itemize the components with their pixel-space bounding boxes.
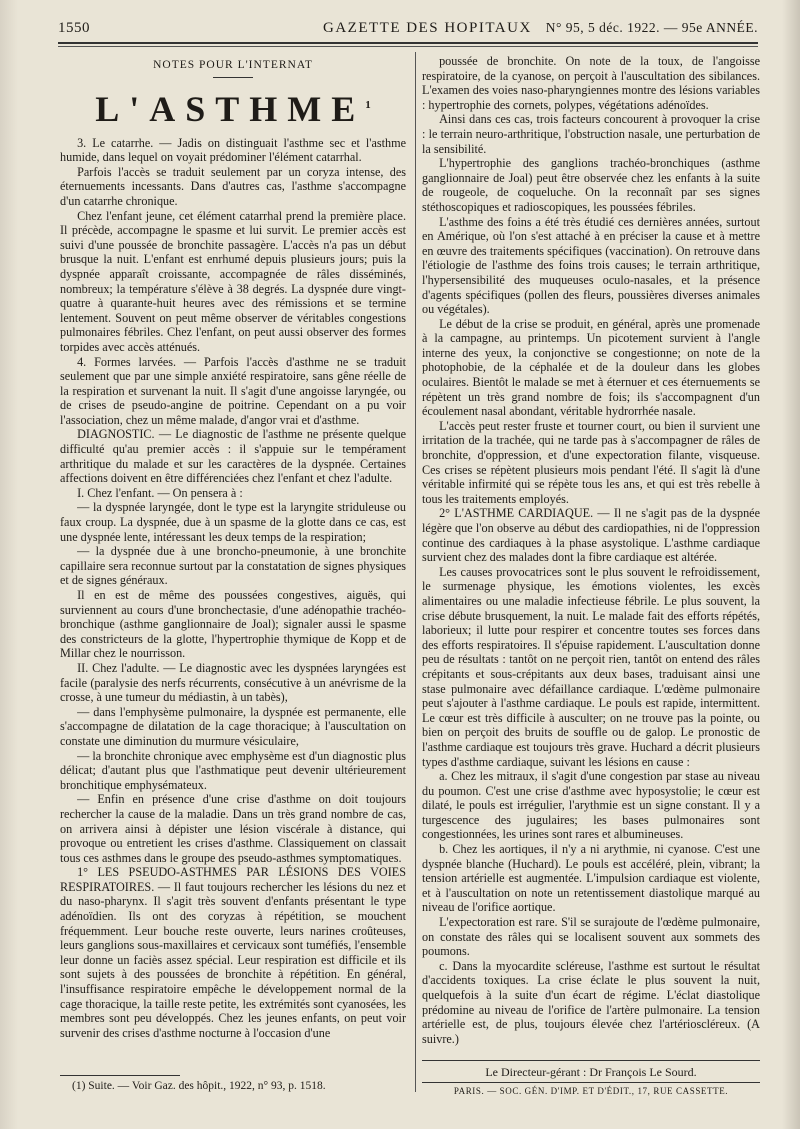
title-footnote-mark: 1	[365, 98, 371, 111]
section-rule	[213, 77, 253, 78]
paragraph: Il en est de même des poussées congestives, aiguës, qui surviennent au cours d'une bronchectasie, d'une adénopathie trachéo-bronchique (asthme ganglionnaire de Joal); signaler aussi le spasme des constricteurs de la glotte, l'hypertrophie thymique de Kopp et de Millar chez le nourrisson.	[60, 588, 406, 661]
director-signature: Le Directeur-gérant : Dr François Le Sourd.	[422, 1060, 760, 1080]
paragraph: I. Chez l'enfant. — On pensera à :	[77, 485, 243, 500]
issue-info: N° 95, 5 déc. 1922. — 95e ANNÉE.	[545, 20, 758, 35]
right-column	[422, 54, 760, 1046]
paragraph: b. Chez les aortiques, il n'y a ni arythmie, ni cyanose. C'est une dyspnée blanche (Huchard). Le pouls est accéléré, plein, vibrant; la tension artérielle est augmentée. L'impulsion cardiaque est violente, et à l'auscultation on note un retentissement diastolique marqué au niveau de l'orifice aortique.	[422, 842, 760, 915]
paper-edge-right	[782, 0, 800, 1129]
paragraph: Chez l'enfant jeune, cet élément catarrhal prend la première place. Il précède, accompagne le spasme et lui survit. Le premier accès est suivi d'une poussée de bronchite passagère. L'accès n'a pas un début brusque la nuit. L'enfant est enrhumé depuis plusieurs jours; puis la dyspnée apparaît croissante, accompagnée de râles disséminés, nombreux; la température s'élève à 38 degrés. La dyspnée dure vingt-quatre à quarante-huit heures avec des rémissions et se termine lentement. Souvent on peut même observer de véritables congestions pulmonaires fébriles. Chez l'enfant, on peut aussi observer des formes torpides avec accès atténués.	[60, 208, 406, 354]
paragraph: Les causes provocatrices sont le plus souvent le refroidissement, le surmenage physique, les émotions violentes, les excès alimentaires ou une maladie infectieuse fébrile. Le plus souvent, la crise débute brusquement, la nuit. Le malade fait des efforts répétés, laborieux; il lutte pour respirer et concentre toutes ses forces dans des efforts respiratoires. Il s'épuise rapidement. L'auscultation donne peu de résultats : tantôt on ne perçoit rien, tantôt on entend des râles crépitants et sous-crépitants aux deux bases, traduisant ainsi une stase pulmonaire avec défaillance cardiaque. L'œdème pulmonaire peut s'ajouter à l'asthme cardiaque. Le pouls est rapide, intermittent. Le cœur est très difficile à ausculter; on ne trouve pas la pointe, ou bien on perçoit des bruits de souffle ou de galop. Le pronostic de l'asthme cardiaque est toujours très grave. Huchard a décrit plusieurs types d'asthme cardiaque, suivant les lésions en cause :	[422, 564, 760, 769]
paragraph: L'hypertrophie des ganglions trachéo-bronchiques (asthme ganglionnaire de Joal) peut être observée chez les enfants à la suite de rougeole, de coqueluche. On la reconnaît par ses signes stéthoscopiques et radioscopiques, les poussées fébriles.	[422, 156, 760, 214]
right-column-body	[422, 54, 760, 1046]
column-divider	[415, 52, 416, 1092]
journal-title: GAZETTE DES HOPITAUX	[323, 20, 532, 36]
paragraph: — Enfin en présence d'une crise d'asthme on doit toujours rechercher la cause de la maladie. Dans un très grand nombre de cas, on arrivera ainsi à dépister une lésion viscérale à distance, qui provoque ou entretient les crises d'asthme. Classiquement on classait tous ces asthmes dans le groupe des pseudo-asthmes symptomatiques.	[60, 792, 406, 865]
page-header	[58, 16, 758, 38]
paragraph: — la dyspnée laryngée, dont le type est la laryngite striduleuse ou faux croup. La dyspnée, due à un spasme de la glotte dans ce cas, est une dyspnée lente, intéressant les deux temps de la respiration;	[60, 500, 406, 544]
paragraph: II. Chez l'adulte. — Le diagnostic avec les dyspnées laryngées est facile (paralysie des nerfs récurrents, consécutive à un anévrisme de la crosse, à une tumeur du médiastin, à un tabès),	[60, 660, 406, 705]
paragraph: 3. Le catarrhe. — Jadis on distinguait l'asthme sec et l'asthme humide, dans lequel on voyait prédominer l'élément catarrhal.	[60, 135, 406, 165]
left-column	[60, 54, 406, 1040]
paper-edge-left	[0, 0, 18, 1129]
page-number: 1550	[58, 20, 90, 36]
paragraph: — la bronchite chronique avec emphysème est d'un diagnostic plus délicat; d'autant plus que l'asthmatique peut devenir ultérieurement bronchitique emphysémateux.	[60, 748, 406, 792]
paragraph: DIAGNOSTIC. — Le diagnostic de l'asthme ne présente quelque difficulté qu'au premier accès : il s'appuie sur le tempérament arthritique du malade et sur les caractères de la dyspnée. Certaines affections doivent en être différenciées chez l'enfant et chez l'adulte.	[60, 427, 406, 486]
paragraph: L'accès peut rester fruste et tourner court, ou bien il survient une irritation de la trachée, qui ne tarde pas à s'accompagner de râles de bronchite, d'oppression, et d'une expectoration filante, visqueuse. Ces crises se répètent plusieurs mois pendant l'été. Il s'agit là d'une véritable infirmité qui se répète tous les ans, et qui est très rebelle à tous les traitements employés.	[422, 418, 760, 506]
paragraph: Le début de la crise se produit, en général, après une promenade à la campagne, au printemps. Un picotement survient à l'angle interne des yeux, la conjonctive se congestionne; on note de la photophobie, de la céphalée et de la douleur dans les globes oculaires. Bientôt le malade se met à éternuer et ces éternuements se répètent un très grand nombre de fois; ils s'accompagnent d'un écoulement nasal abondant, véritable hydrorrhée nasale.	[422, 316, 760, 419]
article-title-text: L'ASTHME	[95, 88, 366, 129]
paragraph: — la dyspnée due à une broncho-pneumonie, à une bronchite capillaire sera reconnue surtout par la constatation de signes physiques et de signes généraux.	[60, 544, 406, 588]
paragraph: a. Chez les mitraux, il s'agit d'une congestion par stase au niveau du poumon. C'est une crise d'asthme avec hyposystolie; le cœur est dilaté, le pouls est irrégulier, l'arythmie est un signe constant. Il y a turgescence des jugulaires; les bases pulmonaires sont congestionnées, les urines sont rares et albumineuses.	[422, 769, 760, 842]
printer-line: PARIS. — SOC. GÉN. D'IMP. ET D'ÉDIT., 17, RUE CASSETTE.	[422, 1082, 760, 1096]
footnote: (1) Suite. — Voir Gaz. des hôpit., 1922, n° 93, p. 1518.	[72, 1080, 326, 1092]
paragraph: 2° L'ASTHME CARDIAQUE. — Il ne s'agit pas de la dyspnée légère que l'on observe au début des cardiopathies, ni de l'oppression continue des cardiaques à la phase asystolique. L'asthme cardiaque survient chez des malades dont la fibre cardiaque est altérée.	[422, 506, 760, 565]
section-title: NOTES POUR L'INTERNAT	[153, 59, 313, 71]
article-title	[60, 86, 406, 128]
paragraph: — dans l'emphysème pulmonaire, la dyspnée est permanente, elle s'accompagne de dilatation de la cage thoracique; à l'auscultation on constate une diminution du murmure vésiculaire,	[60, 704, 406, 748]
paragraph: 4. Formes larvées. — Parfois l'accès d'asthme ne se traduit seulement que par une simple anxiété respiratoire, sans gêne réelle de la respiration et survenant la nuit. Il s'agit d'une angoisse laryngée, ou de crises de pseudo-angine de poitrine. Cependant on a pu voir l'association, chez un même malade, d'angor vrai et d'asthme.	[60, 354, 406, 427]
paragraph: L'asthme des foins a été très étudié ces dernières années, surtout en Amérique, où l'on s'est attaché à en préciser la cause et à mettre en œuvre des traitements spécifiques (vaccination). On retrouve dans l'étiologie de l'asthme des foins trois causes; le terrain arthritique, l'hypersensibilité des muqueuses oculo-nasales, et la présence d'agents spécifiques (pollen des fleurs, poussières diverses animales ou végétales).	[422, 214, 760, 317]
paragraph: poussée de bronchite. On note de la toux, de l'angoisse respiratoire, de la cyanose, on perçoit à l'auscultation des sibilances. L'examen des voies naso-pharyngiennes montre des lésions variables : hypertrophie des cornets, polypes, végétations adénoïdes.	[422, 54, 760, 112]
left-column-body	[60, 136, 406, 1041]
header-rule-thin	[58, 46, 758, 47]
paragraph: Ainsi dans ces cas, trois facteurs concourent à provoquer la crise : le terrain neuro-arthritique, l'obstruction nasale, une perturbation de la sensibilité.	[422, 112, 760, 156]
header-rule	[58, 42, 758, 44]
paragraph: L'expectoration est rare. S'il se surajoute de l'œdème pulmonaire, on constate des râles qui se localisent souvent aux sommets des poumons.	[422, 915, 760, 959]
paragraph: c. Dans la myocardite scléreuse, l'asthme est surtout le résultat d'accidents toxiques. La crise éclate le plus souvent la nuit, quelquefois à la suite d'un écart de régime. L'éclat diastolique prédomine au niveau de l'orifice de l'artère pulmonaire. La tension artérielle est, de plus, toujours élevée chez l'artérioscléreux. (A suivre.)	[422, 958, 760, 1046]
paragraph: 1° LES PSEUDO-ASTHMES PAR LÉSIONS DES VOIES RESPIRATOIRES. — Il faut toujours rechercher les lésions du nez et du naso-pharynx. Il s'agit très souvent d'enfants présentant le type adénoïdien. Ils ont des coryzas à répétition, se mouchent fréquemment. Leur bouche reste ouverte, leurs narines croûteuses, leurs ganglions sous-maxillaires et cervicaux sont tuméfiés, l'ensemble leur donne un faciès assez spécial. Leur respiration est difficile et ils sont sujets à des poussées de bronchite à répétition. En général, l'insuffisance respiratoire empêche le développement normal de la cage thoracique, la taille reste petite, les extrémités sont cyanosées, les membres sont peu développés. Chez les jeunes enfants, on peut voir survenir des crises d'asthme nocturne à l'occasion d'une	[60, 865, 406, 1040]
paragraph: Parfois l'accès se traduit seulement par un coryza intense, des éternuements incessants. Dans d'autres cas, l'asthme s'accompagne d'un catarrhe chronique.	[60, 164, 406, 208]
footnote-rule	[60, 1075, 180, 1076]
